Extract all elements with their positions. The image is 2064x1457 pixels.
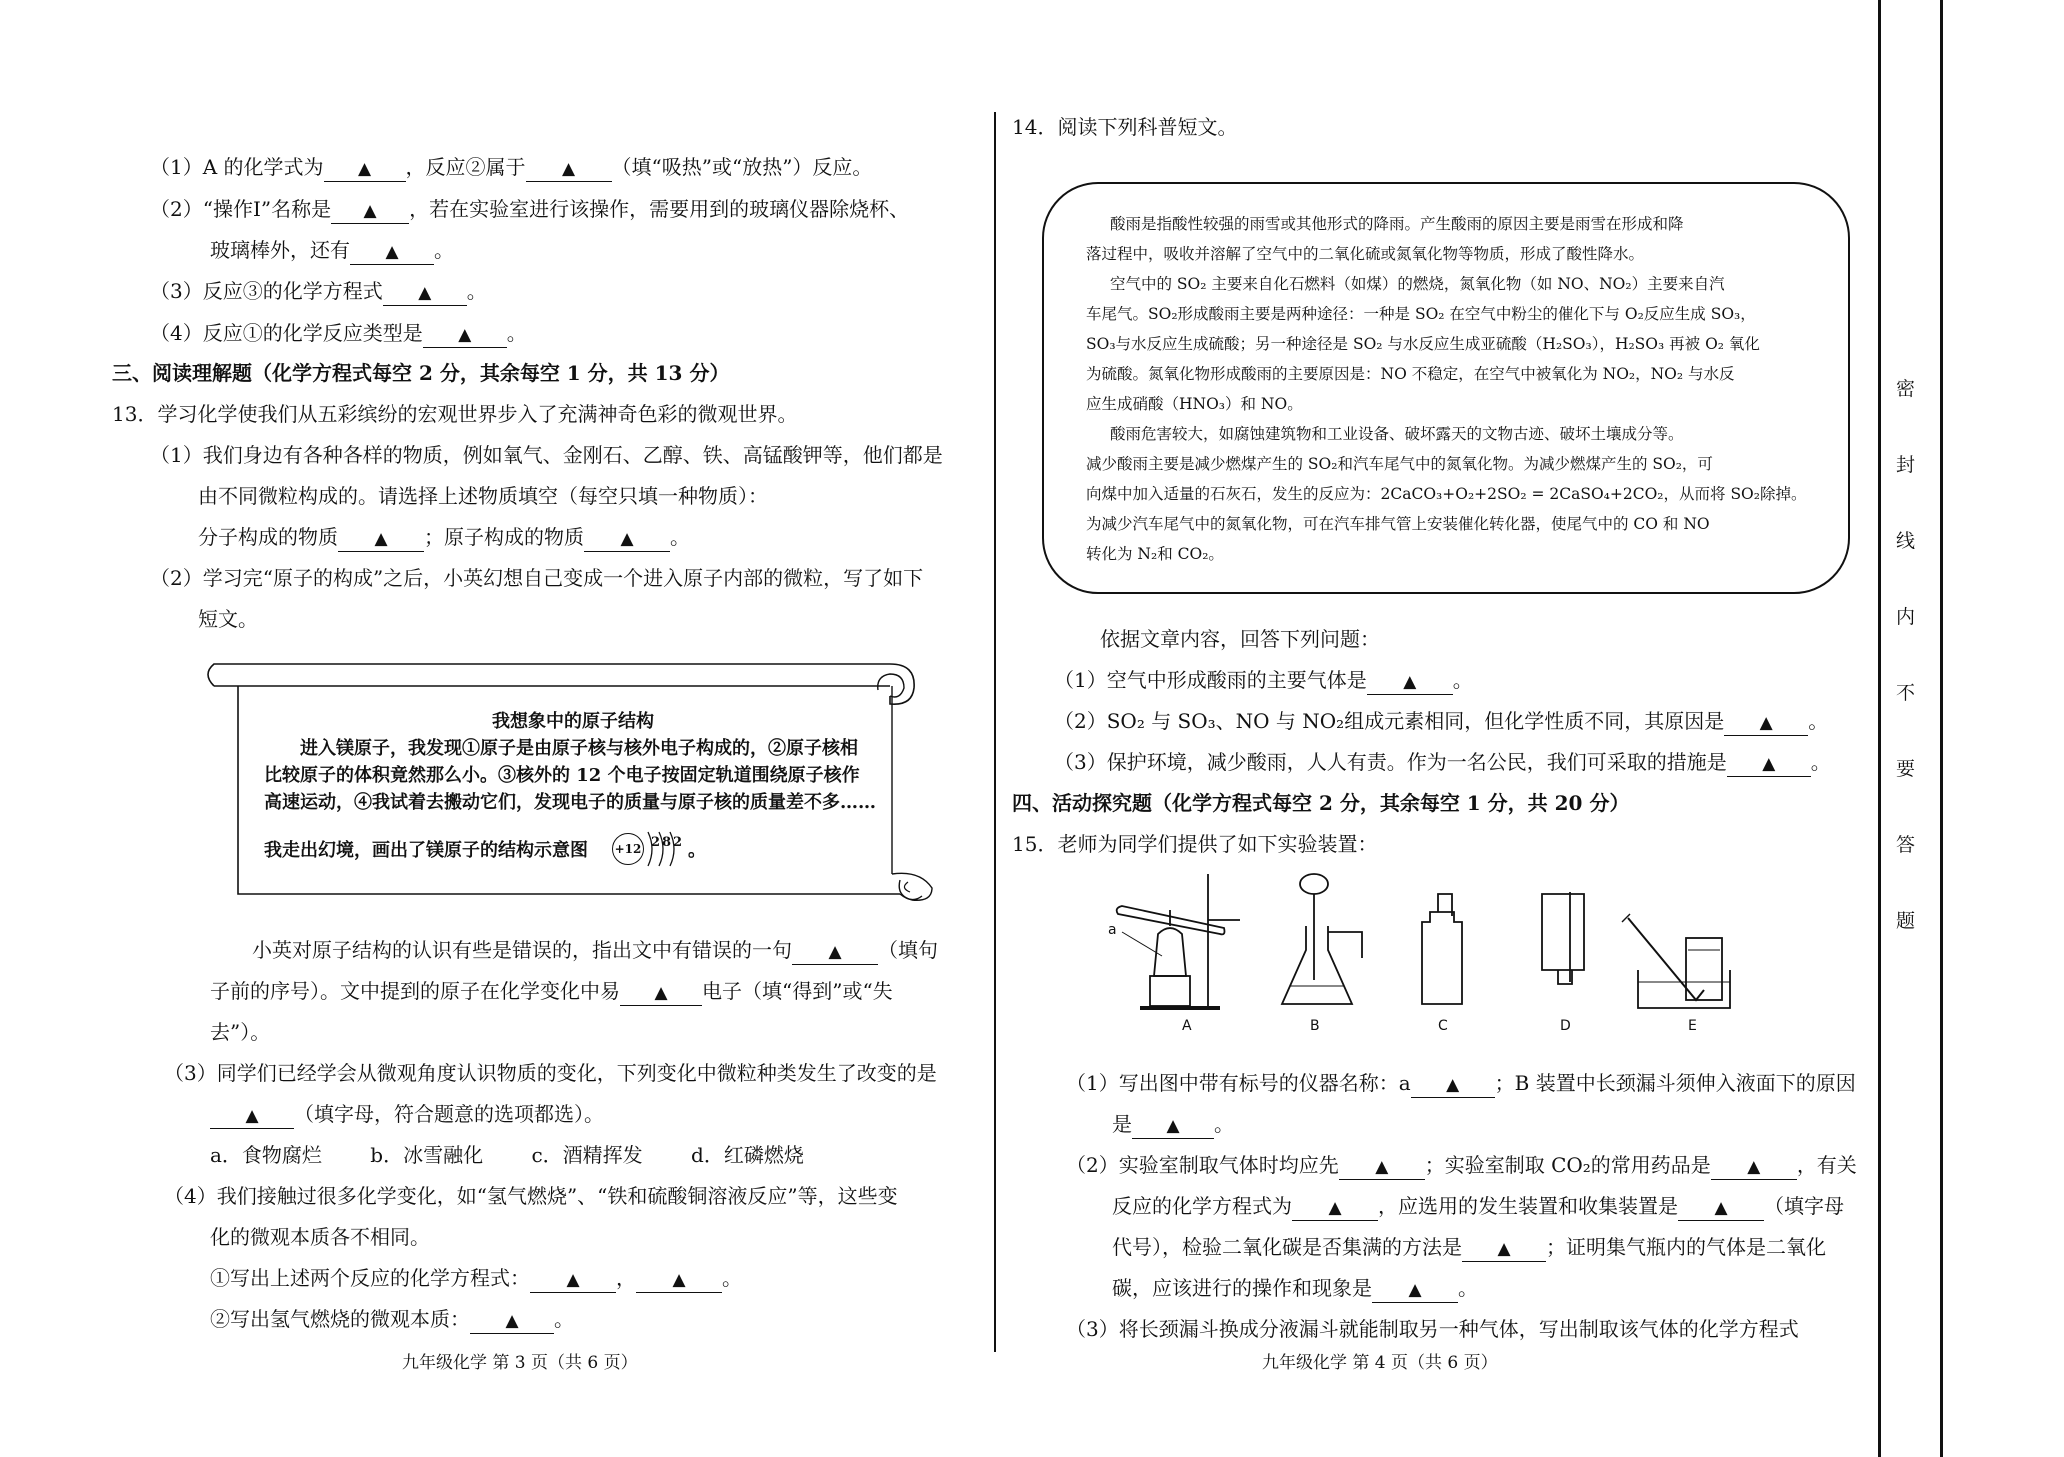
apparatus-c	[1422, 894, 1462, 1004]
apparatus-b	[1282, 874, 1362, 1004]
article-line: 应生成硝酸（HNO₃）和 NO。	[1086, 395, 1303, 413]
answer-blank[interactable]	[1724, 709, 1808, 736]
q12-part3: （3）反应③的化学方程式▲ 。	[150, 278, 487, 306]
scroll-title: 我想象中的原子结构	[492, 711, 654, 732]
q14-stem: 14．阅读下列科普短文。	[1012, 115, 1238, 139]
article-line: 酸雨危害较大，如腐蚀建筑物和工业设备、破坏露天的文物古迹、破坏土壤成分等。	[1110, 425, 1684, 443]
q13-part2-line1: （2）学习完“原子的构成”之后，小英幻想自己变成一个进入原子内部的微粒，写了如下	[150, 566, 924, 590]
article-line: 为减少汽车尾气中的氮氧化物，可在汽车排气管上安装催化转化器，使尾气中的 CO 和 NO	[1086, 515, 1710, 533]
answer-blank[interactable]	[636, 1266, 722, 1293]
answer-blank[interactable]	[1462, 1235, 1546, 1262]
q13-options	[210, 1142, 804, 1168]
seal-char: 内	[1896, 606, 1916, 628]
answer-blank[interactable]	[1711, 1153, 1797, 1180]
answer-blank[interactable]	[1727, 750, 1811, 777]
seal-char: 线	[1896, 530, 1916, 552]
section-heading-4: 四、活动探究题（化学方程式每空 2 分，其余每空 1 分，共 20 分）	[1012, 791, 1630, 815]
seal-char: 题	[1896, 910, 1916, 932]
article-line: 减少酸雨主要是减少燃煤产生的 SO₂和汽车尾气中的氮氧化物。为减少燃煤产生的 SO₂，可	[1086, 455, 1713, 473]
article-line: 落过程中，吸收并溶解了空气中的二氧化硫或氮氧化物等物质，形成了酸性降水。	[1086, 245, 1645, 263]
apparatus-d	[1542, 892, 1584, 984]
apparatus-label: B	[1310, 1018, 1320, 1034]
q14-part3: （3）保护环境，减少酸雨，人人有责。作为一名公民，我们可采取的措施是▲ 。	[1054, 749, 1831, 777]
q13-part4-line3: ①写出上述两个反应的化学方程式：▲ ，▲ 。	[210, 1265, 742, 1293]
q13-stem: 13．学习化学使我们从五彩缤纷的宏观世界步入了充满神奇色彩的微观世界。	[112, 402, 798, 426]
q13-part1-line2: 由不同微粒构成的。请选择上述物质填空（每空只填一种物质）：	[198, 484, 768, 508]
q15-part2-line4: 碳，应该进行的操作和现象是▲ 。	[1112, 1275, 1478, 1303]
seal-char: 要	[1896, 758, 1916, 780]
q12-part2-line1: （2）“操作Ⅰ”名称是▲ ，若在实验室进行该操作，需要用到的玻璃仪器除烧杯、	[150, 196, 909, 224]
q15-part2-line3: 代号），检验二氧化碳是否集满的方法是▲ ；证明集气瓶内的气体是二氧化	[1112, 1234, 1826, 1262]
seal-char: 封	[1896, 454, 1916, 476]
q15-part1-line1: （1）写出图中带有标号的仪器名称：a▲ ；B 装置中长颈漏斗须伸入液面下的原因	[1066, 1070, 1856, 1098]
apparatus-label: C	[1438, 1018, 1448, 1034]
article-line: 空气中的 SO₂ 主要来自化石燃料（如煤）的燃烧，氮氧化物（如 NO、NO₂）主要来自汽	[1110, 275, 1725, 293]
page-divider	[994, 112, 996, 1352]
shell-count: 2	[673, 835, 683, 850]
q15-stem: 15．老师为同学们提供了如下实验装置：	[1012, 832, 1378, 856]
q15-part2-line1: （2）实验室制取气体时均应先▲ ；实验室制取 CO₂的常用药品是▲ ，有关	[1066, 1152, 1857, 1180]
scroll-line: 进入镁原子，我发现①原子是由原子核与核外电子构成的，②原子核相	[300, 738, 858, 759]
answer-blank[interactable]	[620, 979, 702, 1006]
option-a[interactable]: a．食物腐烂	[210, 1143, 322, 1167]
answer-blank[interactable]	[1132, 1112, 1214, 1139]
q13-part3-line2: ▲（填字母，符合题意的选项都选）。	[210, 1101, 604, 1129]
seal-char: 密	[1896, 378, 1916, 400]
scroll-line-end: 。	[688, 840, 706, 861]
scroll-line: 高速运动，④我试着去搬动它们，发现电子的质量与原子核的质量差不多……	[264, 792, 876, 813]
option-b[interactable]: b．冰雪融化	[370, 1143, 484, 1167]
q13-part2-line5: 去”）。	[210, 1020, 271, 1044]
answer-blank[interactable]	[423, 321, 507, 348]
article-line: 酸雨是指酸性较强的雨雪或其他形式的降雨。产生酸雨的原因主要是雨雪在形成和降	[1110, 215, 1684, 233]
shell-count: 8	[662, 835, 672, 850]
q15-part1-line2: 是▲ 。	[1112, 1111, 1234, 1139]
q12-part2-line2: 玻璃棒外，还有▲ 。	[210, 237, 454, 265]
seal-char: 答	[1896, 834, 1916, 856]
q14-intro: 依据文章内容，回答下列问题：	[1100, 627, 1380, 651]
seal-line	[1878, 0, 1881, 1457]
q13-part3-line1: （3）同学们已经学会从微观角度认识物质的变化，下列变化中微粒种类发生了改变的是	[164, 1061, 937, 1085]
apparatus-figure	[1100, 870, 1740, 1020]
answer-blank[interactable]	[526, 155, 612, 182]
scroll-line: 比较原子的体积竟然那么小。③核外的 12 个电子按固定轨道围绕原子核作	[264, 765, 860, 786]
q14-part2: （2）SO₂ 与 SO₃、NO 与 NO₂组成元素相同，但化学性质不同，其原因是▲ 。	[1054, 708, 1828, 736]
page-footer-left: 九年级化学 第 3 页（共 6 页）	[402, 1353, 638, 1373]
answer-blank[interactable]	[350, 238, 434, 265]
seal-border	[1940, 0, 1943, 1457]
answer-blank[interactable]	[338, 525, 424, 552]
answer-blank[interactable]	[1372, 1276, 1458, 1303]
q15-part2-line2: 反应的化学方程式为▲ ，应选用的发生装置和收集装置是▲ （填字母	[1112, 1193, 1844, 1221]
article-line: 为硫酸。氮氧化物形成酸雨的主要原因是：NO 不稳定，在空气中被氧化为 NO₂，NO₂ 与水反	[1086, 365, 1735, 383]
shell-count: 2	[651, 835, 661, 850]
article-line: 车尾气。SO₂形成酸雨主要是两种途径：一种是 SO₂ 在空气中粉尘的催化下与 O₂反应生成 SO₃，	[1086, 305, 1756, 323]
answer-blank[interactable]	[530, 1266, 616, 1293]
q13-part4-line4: ②写出氢气燃烧的微观本质：▲ 。	[210, 1306, 574, 1334]
q13-part1-line1: （1）我们身边有各种各样的物质，例如氧气、金刚石、乙醇、铁、高锰酸钾等，他们都是	[150, 443, 943, 467]
q13-part4-line2: 化的微观本质各不相同。	[210, 1225, 430, 1249]
page-footer-right: 九年级化学 第 4 页（共 6 页）	[1262, 1353, 1498, 1373]
apparatus-mark-a: a	[1108, 922, 1117, 938]
apparatus-label: D	[1560, 1018, 1571, 1034]
article-line: 向煤中加入适量的石灰石，发生的反应为：2CaCO₃+O₂+2SO₂ = 2CaSO₄+2CO₂，从而将 SO₂除掉。	[1086, 485, 1807, 503]
answer-blank[interactable]	[1339, 1153, 1425, 1180]
seal-char: 不	[1896, 682, 1916, 704]
q14-part1: （1）空气中形成酸雨的主要气体是▲ 。	[1054, 667, 1473, 695]
answer-blank[interactable]	[1411, 1071, 1495, 1098]
section-heading-3: 三、阅读理解题（化学方程式每空 2 分，其余每空 1 分，共 13 分）	[112, 361, 730, 385]
q12-part4: （4）反应①的化学反应类型是▲ 。	[150, 320, 527, 348]
nucleus: +12	[612, 833, 644, 865]
answer-blank[interactable]	[1292, 1194, 1378, 1221]
answer-blank[interactable]	[1367, 668, 1453, 695]
answer-blank[interactable]	[324, 155, 406, 182]
apparatus-label: A	[1182, 1018, 1192, 1034]
scroll-line: 我走出幻境，画出了镁原子的结构示意图	[264, 840, 588, 861]
q15-part3: （3）将长颈漏斗换成分液漏斗就能制取另一种气体，写出制取该气体的化学方程式	[1066, 1317, 1799, 1341]
apparatus-label: E	[1688, 1018, 1697, 1034]
article-line: 转化为 N₂和 CO₂。	[1086, 545, 1224, 563]
answer-blank[interactable]	[1678, 1194, 1764, 1221]
apparatus-a	[1117, 874, 1240, 1008]
answer-blank[interactable]	[470, 1307, 554, 1334]
article-line: SO₃与水反应生成硫酸；另一种途径是 SO₂ 与水反应生成亚硫酸（H₂SO₃），H₂SO₃ 再被 O₂ 氧化	[1086, 335, 1760, 353]
option-c[interactable]: c．酒精挥发	[531, 1143, 643, 1167]
answer-blank[interactable]	[210, 1102, 294, 1129]
q13-part1-line3: 分子构成的物质▲ ；原子构成的物质▲ 。	[198, 524, 690, 552]
answer-blank[interactable]	[331, 197, 409, 224]
q13-part2-line2: 短文。	[198, 607, 258, 631]
answer-blank[interactable]	[383, 279, 467, 306]
q12-part1: （1）A 的化学式为▲ ，反应②属于▲ （填“吸热”或“放热”）反应。	[150, 154, 872, 182]
option-d[interactable]: d．红磷燃烧	[691, 1143, 804, 1167]
q13-part2-line3: 小英对原子结构的认识有些是错误的，指出文中有错误的一句▲ （填句	[252, 937, 938, 965]
q13-part2-line4: 子前的序号）。文中提到的原子在化学变化中易▲ 电子（填“得到”或“失	[210, 978, 893, 1006]
answer-blank[interactable]	[792, 938, 878, 965]
q13-part4-line1: （4）我们接触过很多化学变化，如“氢气燃烧”、“铁和硫酸铜溶液反应”等，这些变	[164, 1184, 898, 1208]
apparatus-e	[1622, 914, 1730, 1008]
answer-blank[interactable]	[584, 525, 670, 552]
